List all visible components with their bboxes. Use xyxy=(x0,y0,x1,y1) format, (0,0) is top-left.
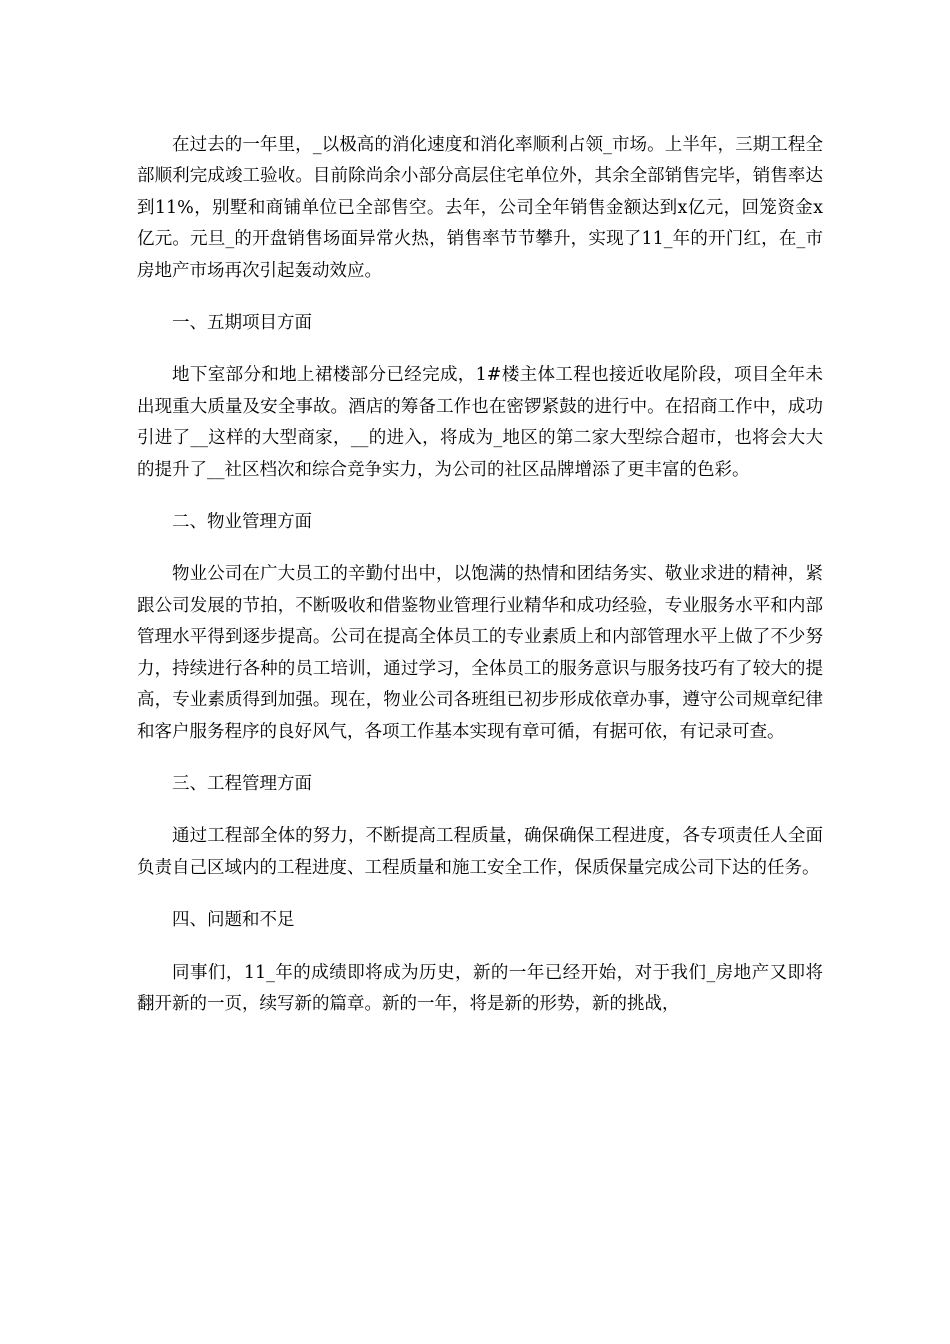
spacer xyxy=(137,748,823,769)
paragraph-phase-five: 地下室部分和地上裙楼部分已经完成，1#楼主体工程也接近收尾阶段，项目全年未出现重大质量及安全事故。酒店的筹备工作也在密锣紧鼓的进行中。在招商工作中，成功引进了__这样的大型商家，__的进入，将成为_地区的第二家大型综合超市，也将会大大的提升了__社区档次和综合竞争实力，为公司的社区品牌增添了更丰富的色彩。 xyxy=(137,365,823,480)
document-body xyxy=(137,130,823,1020)
section-heading-phase-five: 一、五期项目方面 xyxy=(172,313,312,334)
paragraph-engineering-management: 通过工程部全体的努力，不断提高工程质量，确保确保工程进度，各专项责任人全面负责自己区域内的工程进度、工程质量和施工安全工作，保质保量完成公司下达的任务。 xyxy=(137,826,823,878)
spacer xyxy=(137,287,823,308)
spacer xyxy=(137,884,823,905)
section-heading-problems: 四、问题和不足 xyxy=(172,910,295,931)
spacer xyxy=(137,486,823,507)
paragraph-closing: 同事们，11_年的成绩即将成为历史，新的一年已经开始，对于我们_房地产又即将翻开新的一页，续写新的篇章。新的一年，将是新的形势，新的挑战， xyxy=(137,962,823,1014)
section-heading-property-management: 二、物业管理方面 xyxy=(172,512,312,533)
spacer xyxy=(137,800,823,821)
paragraph-property-management: 物业公司在广大员工的辛勤付出中，以饱满的热情和团结务实、敬业求进的精神，紧跟公司发展的节拍，不断吸收和借鉴物业管理行业精华和成功经验，专业服务水平和内部管理水平得到逐步提高。公司在提高全体员工的专业素质上和内部管理水平上做了不少努力，持续进行各种的员工培训，通过学习，全体员工的服务意识与服务技巧有了较大的提高，专业素质得到加强。现在，物业公司各班组已初步形成依章办事，遵守公司规章纪律和客户服务程序的良好风气，各项工作基本实现有章可循，有据可依，有记录可查。 xyxy=(137,564,823,742)
spacer xyxy=(137,937,823,958)
spacer xyxy=(137,339,823,360)
spacer xyxy=(137,538,823,559)
section-heading-engineering-management: 三、工程管理方面 xyxy=(172,773,312,794)
paragraph-annual-summary: 在过去的一年里，_以极高的消化速度和消化率顺利占领_市场。上半年，三期工程全部顺利完成竣工验收。目前除尚余小部分高层住宅单位外，其余全部销售完毕，销售率达到11%，别墅和商铺单位已全部售空。去年，公司全年销售金额达到x亿元，回笼资金x亿元。元旦_的开盘销售场面异常火热，销售率节节攀升，实现了11_年的开门红，在_市房地产市场再次引起轰动效应。 xyxy=(137,135,823,281)
